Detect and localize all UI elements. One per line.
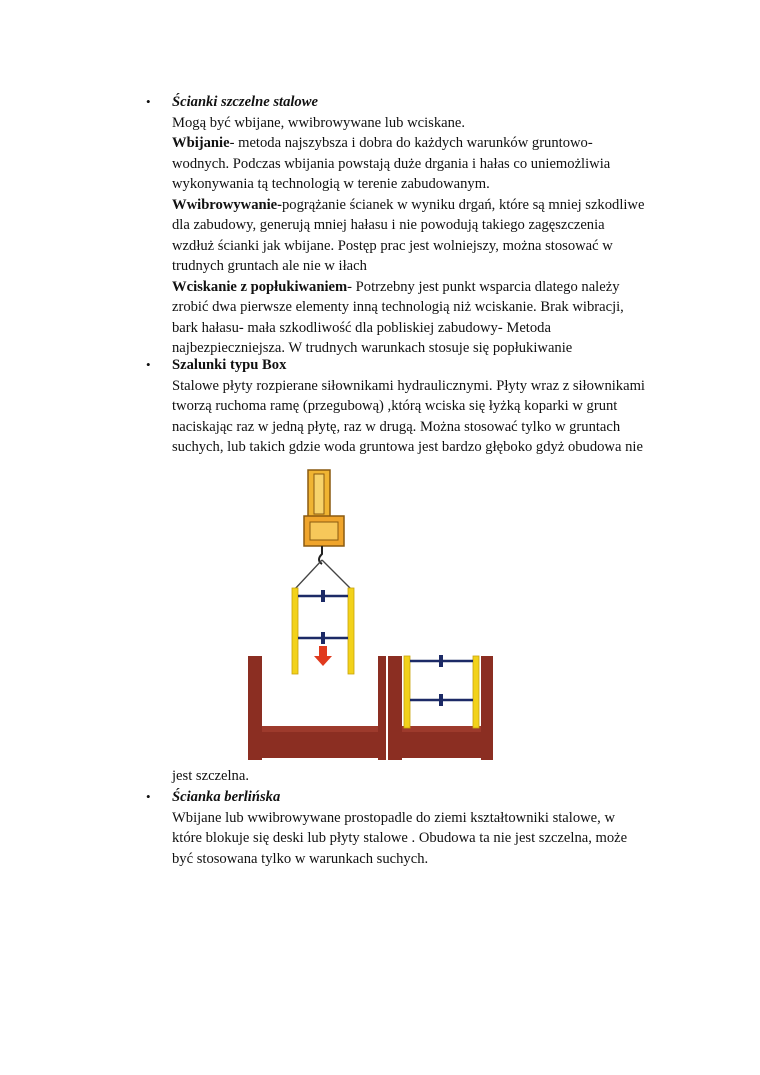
bullet-berlin: • — [146, 789, 151, 804]
pressing-line-2: zrobić dwa pierwsze elementy inną technologią niż wciskanie. Brak wibracji, — [172, 299, 624, 315]
driving-line-3: wykonywania tą technologią w terenie zabudowanym. — [172, 176, 490, 192]
sheet-pile-intro: Mogą być wbijane, wwibrowywane lub wciskane. — [172, 114, 466, 131]
pressing-line-4: najbezpieczniejsza. W trudnych warunkach stosuje się popłukiwanie — [172, 340, 573, 356]
bullet-sheet-pile: • — [146, 94, 151, 109]
pressing-term: Wciskanie z popłukiwaniem — [172, 278, 348, 295]
heading-box: Szalunki typu Box — [172, 357, 287, 373]
driving-term: Wbijanie — [172, 135, 230, 151]
vibrating-text: pogrążanie ścianek w wyniku drgań, które są mniej szkodliwe — [282, 196, 645, 213]
vibrating-line-3: wzdłuż ścianki jak wbijane. Postęp prac jest wolniejszy, można stosować w — [172, 237, 613, 254]
pressing-line-1 — [172, 277, 682, 298]
section-berlin — [172, 787, 682, 869]
lifting-cables — [294, 560, 352, 590]
down-arrow-icon — [314, 646, 332, 666]
vibrating-term: Wwibrowywanie- — [172, 196, 282, 213]
soil-trench-left — [248, 656, 386, 760]
berlin-line-2: które blokuje się deski lub płyty stalowe . Obudowa ta nie jest szczelna, może — [172, 830, 628, 846]
box-line-4: suchych, lub takich gdzie woda gruntowa jest bardzo głęboko gdyż obudowa nie — [172, 439, 643, 455]
bullet-box: • — [146, 357, 151, 372]
pressing-text: - Potrzebny jest punkt wsparcia dlatego należy — [347, 278, 620, 295]
section-box — [172, 355, 682, 458]
box-line-1: Stalowe płyty rozpierane siłownikami hydraulicznymi. Płyty wraz z siłownikami — [172, 377, 645, 394]
vibrating-line-4: trudnych gruntach ale nie w iłach — [172, 258, 367, 274]
box-line-2: tworzą ruchoma ramę (przegubową) ,którą wciska się łyżką koparki w grunt — [172, 398, 618, 414]
driving-line-1 — [172, 133, 682, 154]
berlin-line-3: być stosowana tylko w warunkach suchych. — [172, 850, 429, 867]
berlin-line-1: Wbijane lub wwibrowywane prostopadle do ziemi kształtowniki stalowe, w — [172, 809, 615, 826]
section-sheet-pile — [172, 92, 682, 359]
press-cylinder-icon — [304, 470, 344, 564]
box-line-5: jest szczelna. — [172, 768, 249, 784]
box-continuation — [172, 766, 682, 787]
trench-box-installed — [404, 655, 479, 728]
trench-box-diagram — [244, 464, 497, 764]
driving-text: - metoda najszybsza i dobra do każdych warunków gruntowo- — [229, 135, 593, 151]
vibrating-line-2: dla zabudowy, generują mniej hałasu i nie powodują takiego zagęszczenia — [172, 217, 605, 233]
pressing-line-3: bark hałasu- mała szkodliwość dla pobliskiej zabudowy- Metoda — [172, 319, 551, 336]
heading-berlin: Ścianka berlińska — [172, 789, 281, 805]
vibrating-line-1 — [172, 195, 682, 216]
driving-line-2: wodnych. Podczas wbijania powstają duże drgania i hałas co uniemożliwia — [172, 155, 611, 172]
box-line-3: naciskając raz w jedną płytę, raz w drugą. Można stosować tylko w gruntach — [172, 418, 621, 435]
heading-sheet-pile: Ścianki szczelne stalowe — [172, 94, 318, 110]
